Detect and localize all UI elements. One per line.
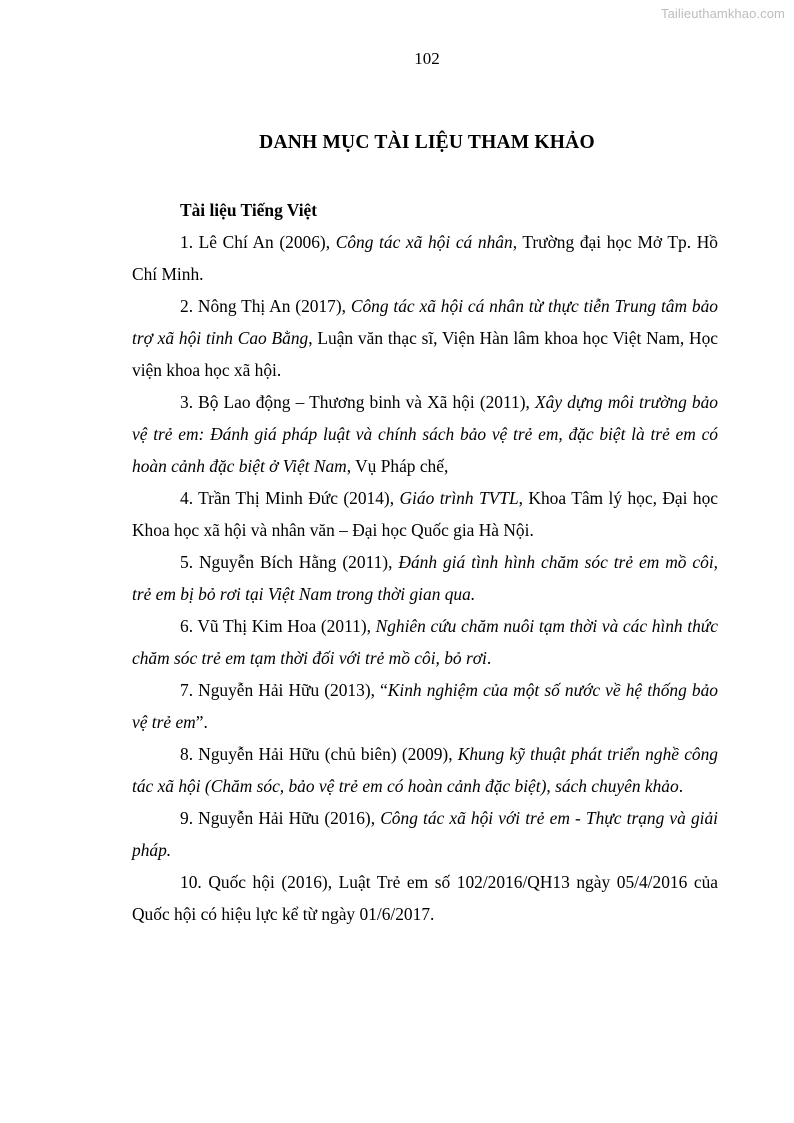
reference-text: . [678,776,684,796]
reference-text: 2. Nông Thị An (2017), [180,296,351,316]
reference-title: Nghiên cứu chăm nuôi tạm thời và các hình thức chăm sóc trẻ em tạm thời đối với trẻ mồ côi, bỏ rơi [132,616,718,668]
reference-title: Công tác xã hội cá nhân [335,232,513,252]
reference-item [132,290,718,386]
reference-title: Giáo trình TVTL [399,488,519,508]
reference-text: 5. Nguyễn Bích Hằng (2011), [180,552,399,572]
reference-item [132,610,718,674]
page-number: 102 [414,49,440,68]
reference-title: Kinh nghiệm của một số nước về hệ thống bảo vệ trẻ em [132,680,718,732]
reference-item [132,674,718,738]
section-heading: Tài liệu Tiếng Việt [180,200,318,220]
reference-title: Công tác xã hội với trẻ em - Thực trạng và giải pháp. [132,808,719,860]
reference-title: Khung kỹ thuật phát triển nghề công tác xã hội (Chăm sóc, bảo vệ trẻ em có hoàn cảnh đặc biệt), sách chuyên khảo [132,744,719,796]
watermark: Tailieuthamkhao.com [660,6,785,21]
reference-item [132,738,718,802]
reference-text: 3. Bộ Lao động – Thương binh và Xã hội (2011), [180,392,535,412]
reference-item [132,482,718,546]
reference-text: 8. Nguyễn Hải Hữu (chủ biên) (2009), [180,744,458,764]
reference-text: 7. Nguyễn Hải Hữu (2013), “ [180,680,388,700]
page-title: DANH MỤC TÀI LIỆU THAM KHẢO [259,132,595,153]
reference-list [132,194,718,930]
reference-text: , Vụ Pháp chế, [346,456,449,476]
reference-title: Đánh giá tình hình chăm sóc trẻ em mồ côi, trẻ em bị bỏ rơi tại Việt Nam trong thời gian qua. [132,552,718,604]
reference-text: , Luận văn thạc sĩ, Viện Hàn lâm khoa học Việt Nam, Học viện khoa học xã hội. [132,328,719,380]
reference-item [132,226,718,290]
reference-title: Công tác xã hội cá nhân từ thực tiễn Trung tâm bảo trợ xã hội tỉnh Cao Bằng [132,296,718,348]
reference-text: 6. Vũ Thị Kim Hoa (2011), [180,616,376,636]
reference-text: 9. Nguyễn Hải Hữu (2016), [180,808,381,828]
reference-text: 10. Quốc hội (2016), Luật Trẻ em số 102/2016/QH13 ngày 05/4/2016 của Quốc hội có hiệu lực kể từ ngày 01/6/2017. [132,872,718,924]
reference-item [132,802,718,866]
reference-item [132,386,718,482]
reference-text: , Trường đại học Mở Tp. Hồ Chí Minh. [132,232,718,284]
reference-item [132,546,718,610]
reference-title: Xây dựng môi trường bảo vệ trẻ em: Đánh giá pháp luật và chính sách bảo vệ trẻ em, đặc biệt là trẻ em có hoàn cảnh đặc biệt ở Việt Nam [132,392,718,476]
reference-text: . [486,648,492,668]
reference-text: 1. Lê Chí An (2006), [180,232,336,252]
reference-text: 4. Trần Thị Minh Đức (2014), [180,488,400,508]
reference-item [132,866,718,930]
reference-text: , Khoa Tâm lý học, Đại học Khoa học xã hội và nhân văn – Đại học Quốc gia Hà Nội. [132,488,719,540]
reference-text: ”. [195,712,208,732]
